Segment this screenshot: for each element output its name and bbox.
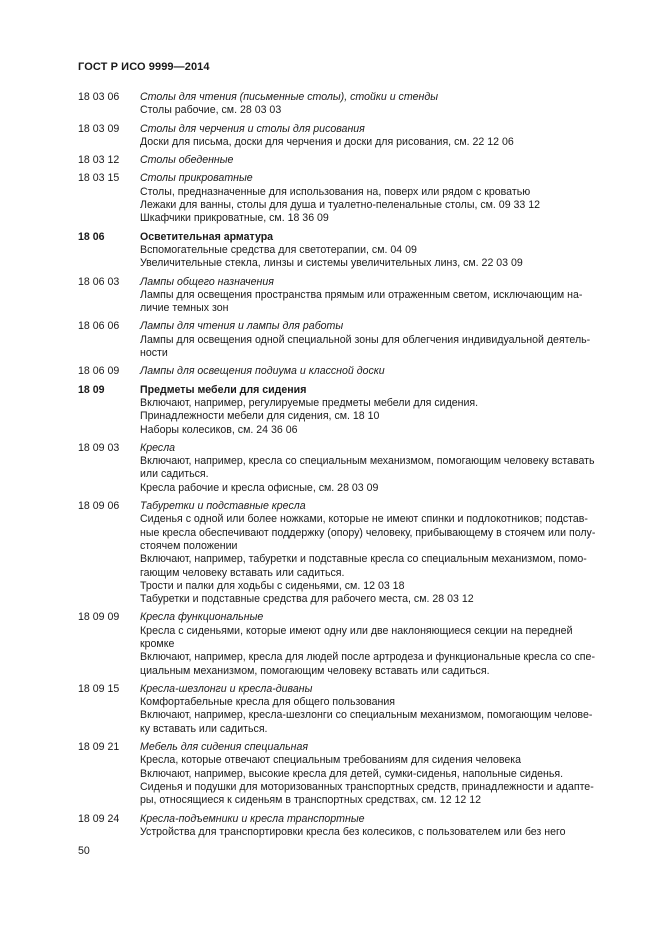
entry-text-line: Включают, например, высокие кресла для детей, сумки-сиденья, напольные сиденья. [140,767,564,780]
entry-text-line: Включают, например, кресла-шезлонги со специальным механизмом, помогающим челове- [140,709,593,722]
entry-code: 18 09 [78,383,105,396]
entry-text-line: Включают, например, регулируемые предметы мебели для сидения. [140,396,479,409]
entry-text-line: Лампы для освещения пространства прямым или отраженным светом, исключающим на- [140,288,583,301]
entry-text-line: Трости и палки для ходьбы с сиденьями, см. 12 03 18 [140,579,405,592]
entry-text-line: Кресла, которые отвечают специальным требованиям для сидения человека [140,754,522,767]
entry-text-line: кромке [140,637,175,650]
entry-text-line: Столы рабочие, см. 28 03 03 [140,104,282,117]
entry-title: Столы для чтения (письменные столы), стойки и стенды [140,91,439,103]
entry-text-line: Включают, например, кресла для людей после артродеза и функциональные кресла со спе- [140,651,595,664]
entry-text-line: Кресла с сиденьями, которые имеют одну или две наклоняющиеся секции на передней [140,624,573,637]
entry-code: 18 06 [78,230,105,243]
entry-text-line: Включают, например, табуретки и подставные кресла со специальным механизмом, помо- [140,553,587,566]
entry-code: 18 09 21 [78,741,120,754]
entry-code: 18 06 09 [78,365,120,378]
entry-code: 18 03 15 [78,172,120,185]
classification-entry [78,276,615,316]
entry-title: Кресла-подъемники и кресла транспортные [140,812,365,825]
classification-entry [78,384,615,437]
entry-text-line: Сиденья с одной или более ножками, которые не имеют спинки и подлокотников; подстав- [140,513,588,526]
entry-text-line: Устройства для транспортировки кресла без колесиков, с пользователем или без него [140,825,566,838]
entry-code: 18 03 12 [78,154,120,167]
classification-entry [78,172,615,225]
entry-text-line: Шкафчики прикроватные, см. 18 36 09 [140,212,329,225]
entry-body [140,741,615,807]
entry-text-line: Включают, например, кресла со специальным механизмом, помогающим человеку вставать [140,455,595,468]
entry-body [140,172,615,225]
entry-text-line: Принадлежности мебели для сидения, см. 18 10 [140,410,380,423]
entry-title: Табуретки и подставные кресла [140,500,306,513]
entry-text-line: Доски для письма, доски для черчения и доски для рисования, см. 22 12 06 [140,135,514,148]
entry-title: Осветительная арматура [140,230,274,243]
entry-text-line: гающим человеку вставать или садиться. [140,566,345,579]
entry-text-line: Кресла рабочие и кресла офисные, см. 28 03 09 [140,481,379,494]
classification-entry [78,813,615,840]
classification-entry [78,500,615,606]
entry-text-line: Лежаки для ванны, столы для душа и туалетно-пеленальные столы, см. 09 33 12 [140,199,541,212]
entry-body [140,365,615,378]
entry-text-line: Лампы для освещения одной специальной зоны для облегчения индивидуальной деятель- [140,333,591,346]
classification-entry [78,91,615,118]
entry-title: Лампы общего назначения [140,275,274,288]
classification-entry [78,154,615,167]
entry-title: Лампы для освещения подиума и классной доски [140,365,385,378]
classification-entry [78,683,615,736]
entry-text-line: ку вставать или садиться. [140,722,268,735]
entry-text-line: Наборы колесиков, см. 24 36 06 [140,423,298,436]
entry-code: 18 09 06 [78,500,120,513]
entry-text-line: Увеличительные стекла, линзы и системы увеличительных линз, см. 22 03 09 [140,257,523,270]
entry-title: Лампы для чтения и лампы для работы [140,320,344,333]
entry-text-line: личие темных зон [140,302,229,315]
entry-body [140,91,615,118]
entry-text-line: ные кресла обеспечивают поддержку (опору) человеку, прибывающему в стоячем или полу- [140,526,596,539]
entry-body [140,500,615,606]
entry-body [140,683,615,736]
entry-text-line: Сиденья и подушки для моторизованных транспортных средств, принадлежности и адапте- [140,780,594,793]
entry-code: 18 03 06 [78,91,120,103]
classification-entry [78,365,615,378]
entry-text-line: Столы, предназначенные для использования на, поверх или рядом с кроватью [140,185,531,198]
entry-title: Кресла [140,441,176,454]
entry-title: Предметы мебели для сидения [140,383,307,396]
classification-entry [78,741,615,807]
entry-title: Мебель для сидения специальная [140,741,309,754]
entry-code: 18 09 09 [78,611,120,624]
entry-body [140,276,615,316]
entry-body [140,231,615,271]
entry-title: Столы для черчения и столы для рисования [140,122,365,135]
entry-title: Кресла-шезлонги и кресла-диваны [140,682,313,695]
entry-title: Столы прикроватные [140,172,253,185]
entry-body [140,320,615,360]
entry-body [140,813,615,840]
classification-entry [78,320,615,360]
entry-code: 18 06 03 [78,275,120,288]
entry-text-line: Комфортабельные кресла для общего пользования [140,696,396,709]
entry-code: 18 03 09 [78,122,120,135]
entry-body [140,123,615,150]
entry-list [78,91,615,844]
entry-text-line: Вспомогательные средства для светотерапии, см. 04 09 [140,243,417,256]
classification-entry [78,611,615,677]
entry-body [140,442,615,495]
entry-body [140,384,615,437]
page-number: 50 [78,845,90,857]
classification-entry [78,231,615,271]
entry-text-line: ры, относящиеся к сиденьям в транспортных средствах, см. 12 12 12 [140,794,482,807]
entry-text-line: циальным механизмом, помогающим человеку вставать или садиться. [140,664,490,677]
document-header: ГОСТ Р ИСО 9999—2014 [78,61,210,73]
entry-code: 18 09 03 [78,441,120,454]
entry-title: Кресла функциональные [140,611,264,624]
entry-text-line: или садиться. [140,468,209,481]
classification-entry [78,442,615,495]
entry-body [140,154,615,167]
entry-code: 18 09 15 [78,682,120,695]
entry-text-line: Табуретки и подставные средства для рабочего места, см. 28 03 12 [140,593,474,606]
entry-title: Столы обеденные [140,154,234,167]
entry-code: 18 09 24 [78,812,120,825]
classification-entry [78,123,615,150]
entry-code: 18 06 06 [78,320,120,333]
entry-text-line: стоячем положении [140,539,238,552]
entry-text-line: ности [140,347,168,360]
entry-body [140,611,615,677]
